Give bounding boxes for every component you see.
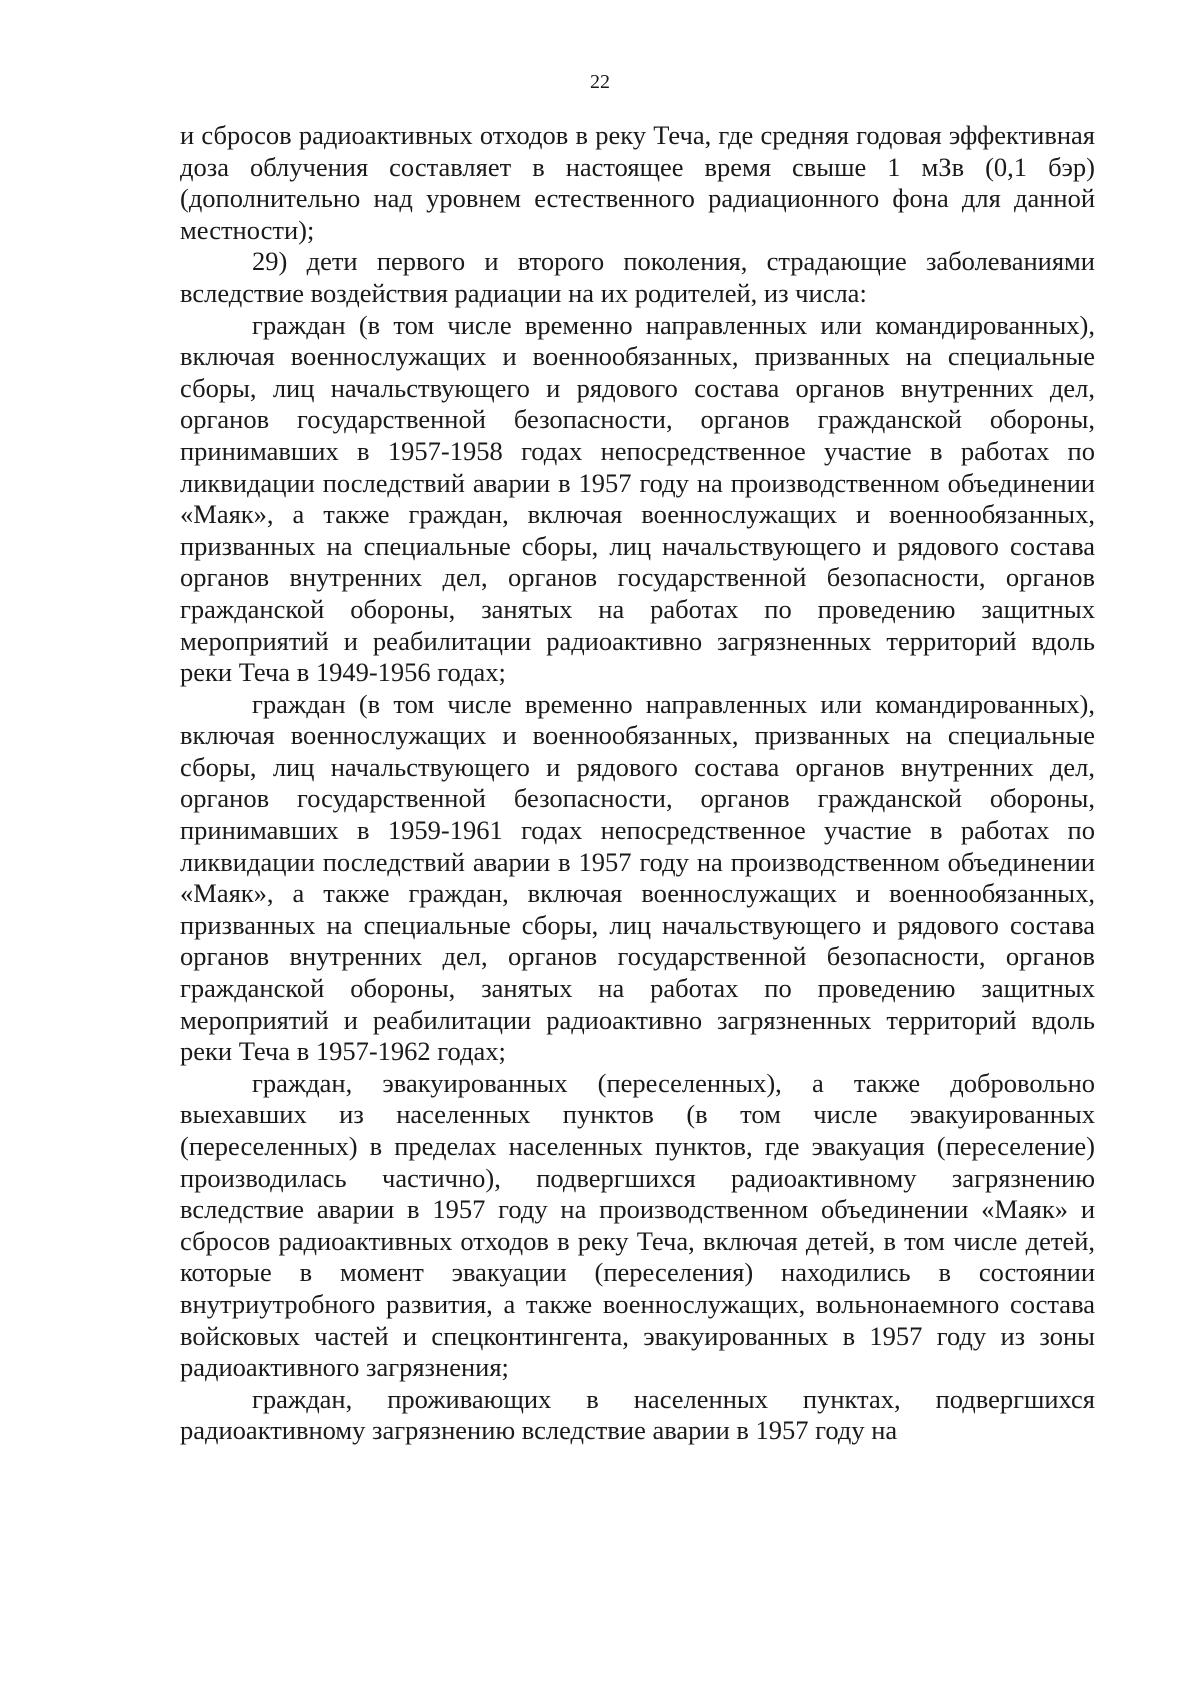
paragraph: граждан, проживающих в населенных пунктах, подвергшихся радиоактивному загрязнению вследствие аварии в 1957 году на <box>180 1383 1095 1446</box>
paragraph: граждан, эвакуированных (переселенных), а также добровольно выехавших из населенных пунктов (в том числе эвакуированных (переселенных) в пределах населенных пунктов, где эвакуация (переселение) производилась частично), подвергшихся радиоактивному загрязнению вследствие аварии в 1957 году на производственном объединении «Маяк» и сбросов радиоактивных отходов в реку Теча, включая детей, в том числе детей, которые в момент эвакуации (переселения) находились в состоянии внутриутробного развития, а также военнослужащих, вольнонаемного состава войсковых частей и спецконтингента, эвакуированных в 1957 году из зоны радиоактивного загрязнения; <box>180 1067 1095 1383</box>
document-body <box>180 120 1095 1447</box>
page-number: 22 <box>590 71 610 93</box>
paragraph: граждан (в том числе временно направленных или командированных), включая военнослужащих и военнообязанных, призванных на специальные сборы, лиц начальствующего и рядового состава органов внутренних дел, органов государственной безопасности, органов гражданской обороны, принимавших в 1957-1958 годах непосредственное участие в работах по ликвидации последствий аварии в 1957 году на производственном объединении «Маяк», а также граждан, включая военнослужащих и военнообязанных, призванных на специальные сборы, лиц начальствующего и рядового состава органов внутренних дел, органов государственной безопасности, органов гражданской обороны, занятых на работах по проведению защитных мероприятий и реабилитации радиоактивно загрязненных территорий вдоль реки Теча в 1949-1956 годах; <box>180 309 1095 688</box>
paragraph: граждан (в том числе временно направленных или командированных), включая военнослужащих и военнообязанных, призванных на специальные сборы, лиц начальствующего и рядового состава органов внутренних дел, органов государственной безопасности, органов гражданской обороны, принимавших в 1959-1961 годах непосредственное участие в работах по ликвидации последствий аварии в 1957 году на производственном объединении «Маяк», а также граждан, включая военнослужащих и военнообязанных, призванных на специальные сборы, лиц начальствующего и рядового состава органов внутренних дел, органов государственной безопасности, органов гражданской обороны, занятых на работах по проведению защитных мероприятий и реабилитации радиоактивно загрязненных территорий вдоль реки Теча в 1957-1962 годах; <box>180 688 1095 1067</box>
paragraph: и сбросов радиоактивных отходов в реку Теча, где средняя годовая эффективная доза облучения составляет в настоящее время свыше 1 мЗв (0,1 бэр) (дополнительно над уровнем естественного радиационного фона для данной местности); <box>180 120 1095 245</box>
paragraph: 29) дети первого и второго поколения, страдающие заболеваниями вследствие воздействия радиации на их родителей, из числа: <box>180 246 1095 308</box>
